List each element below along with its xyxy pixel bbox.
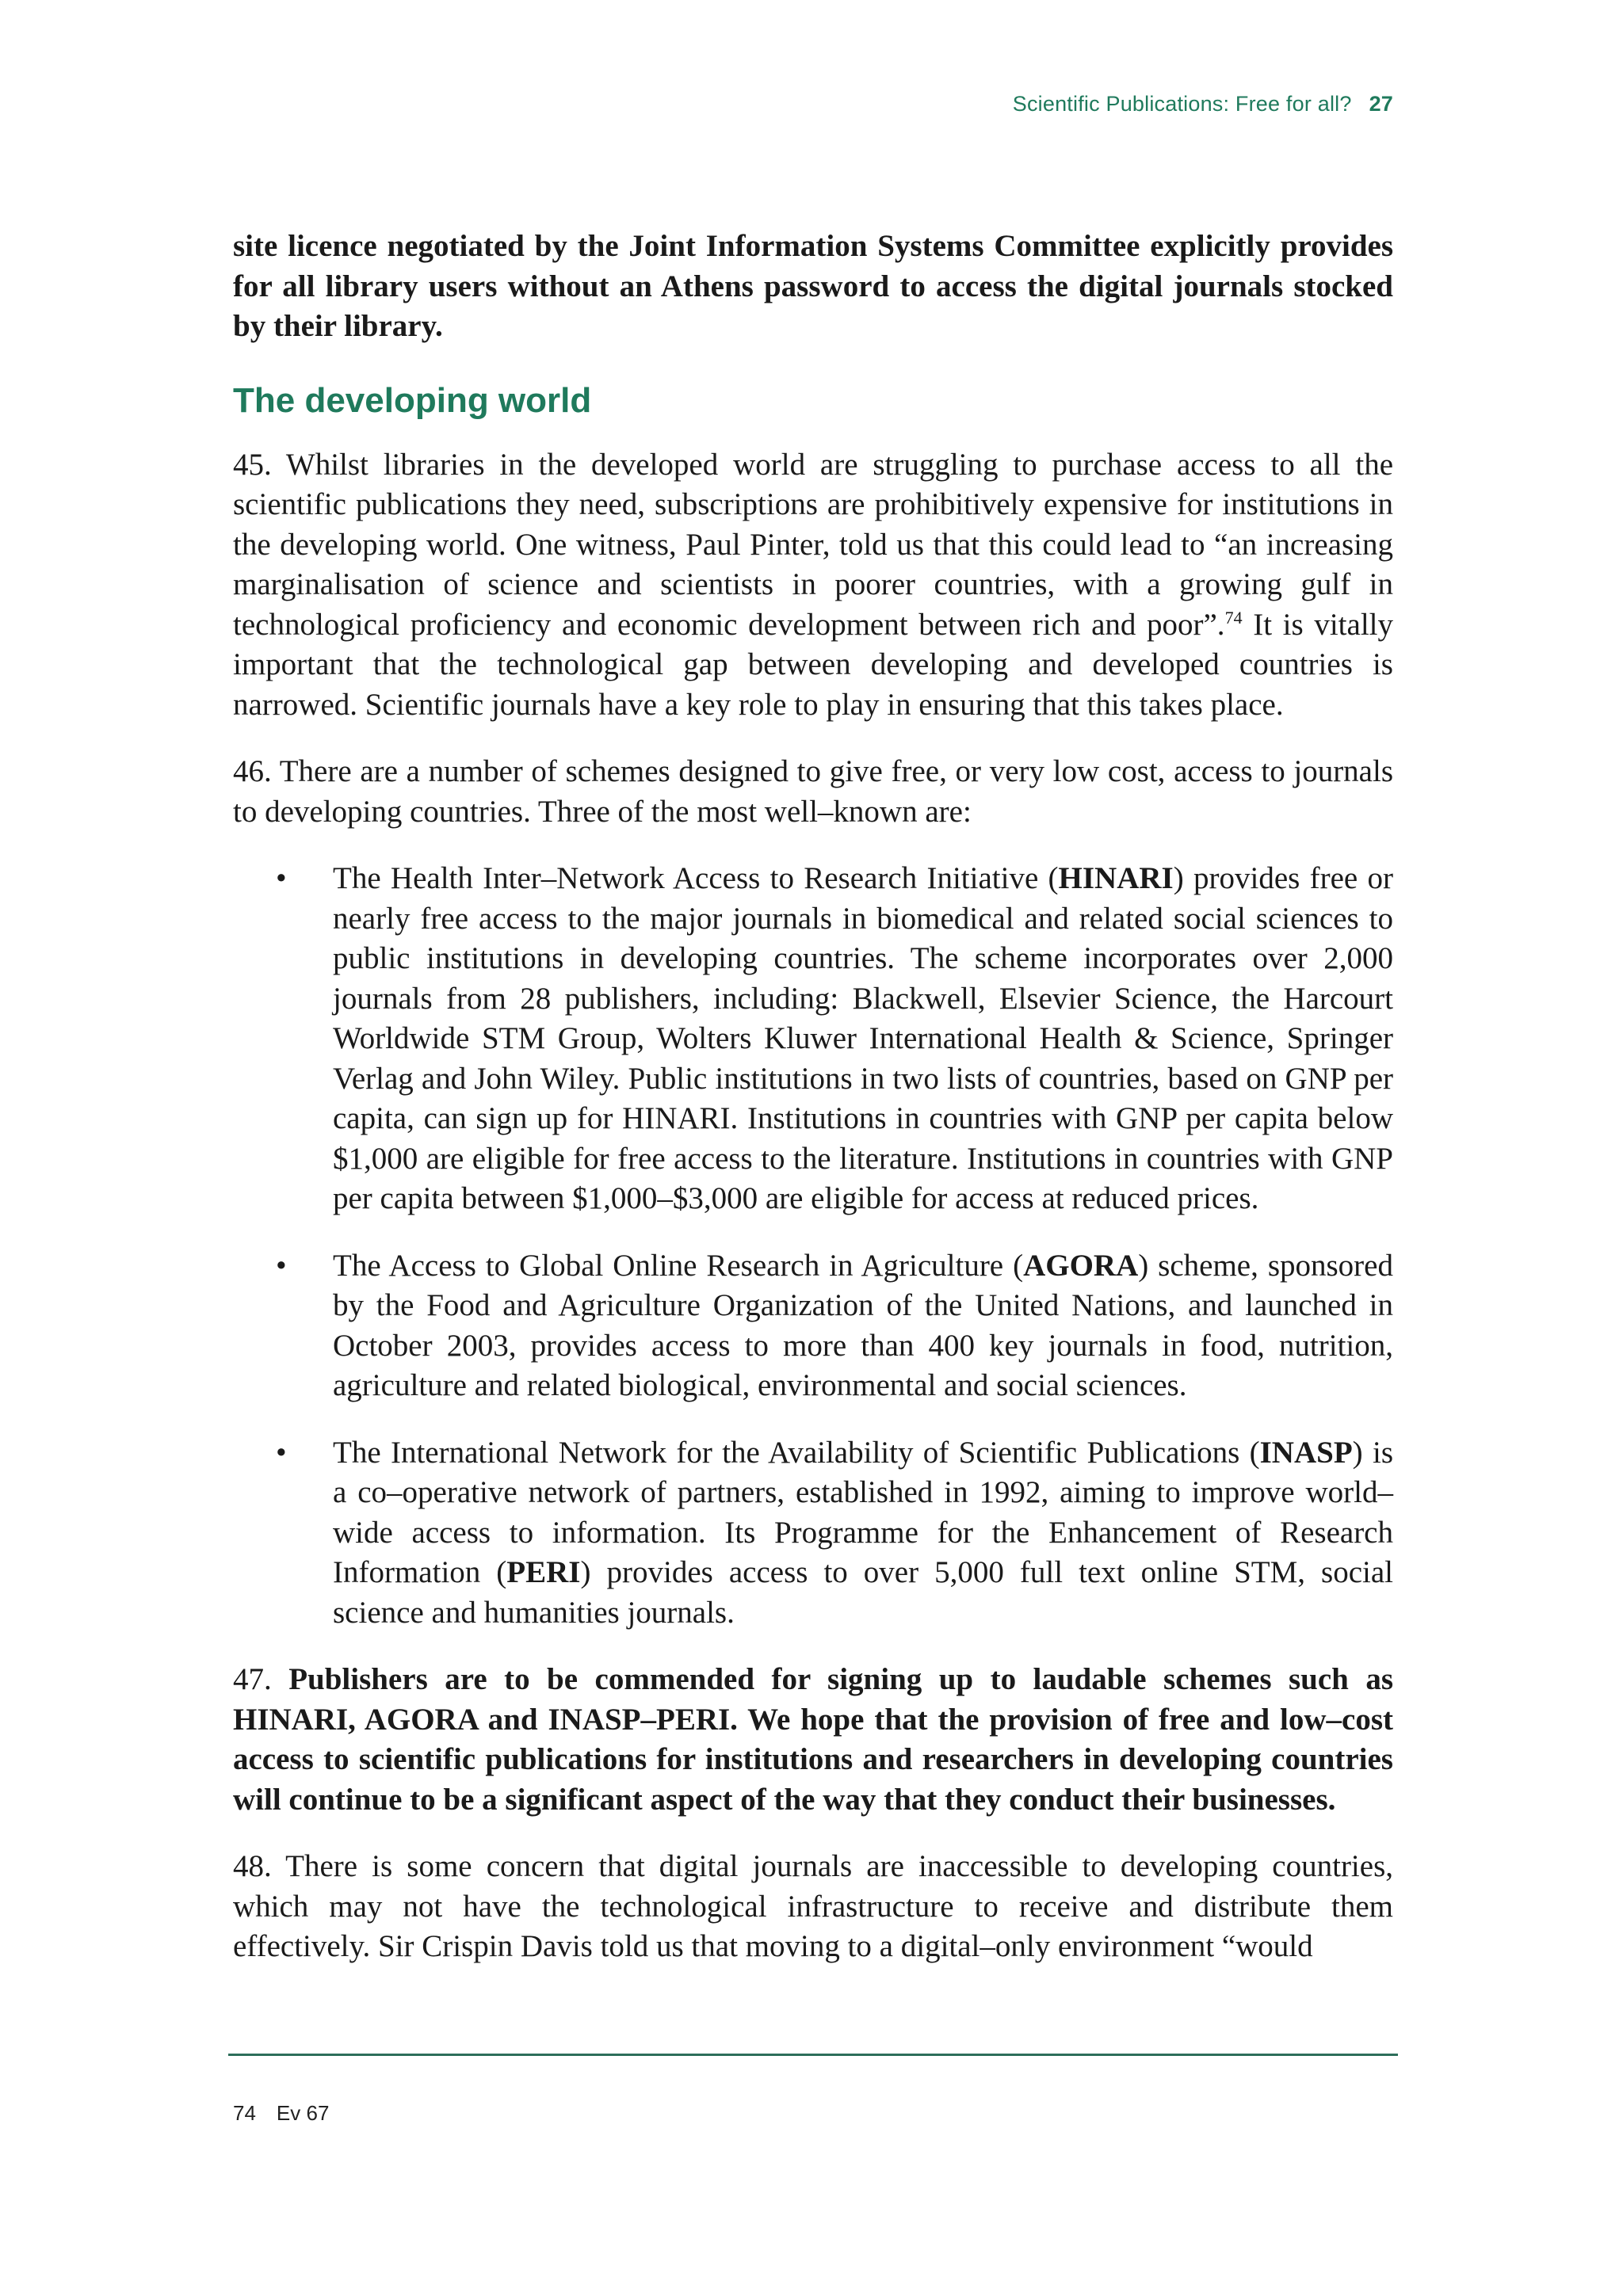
item-text: The Access to Global Online Research in Agriculture ( xyxy=(333,1248,1024,1283)
hinari-text xyxy=(333,859,1393,1219)
item-text: ) provides access to over 5,000 full text online STM, social science and humanities journals. xyxy=(333,1555,1394,1630)
acronym-peri: PERI xyxy=(506,1555,581,1589)
bullet-icon: • xyxy=(276,1248,287,1283)
item-text: The International Network for the Availability of Scientific Publications ( xyxy=(333,1435,1260,1470)
paragraph-text: Whilst libraries in the developed world are struggling to purchase access to all the scientific publications they need, subscriptions are prohibitively expensive for institutions in the developing world. One witness, Paul Pinter, told us that this could lead to “an increasing marginalisation of science and scientists in poorer countries, with a growing gulf in technological proficiency and economic development between rich and poor”. xyxy=(233,447,1393,642)
list-item-hinari xyxy=(233,859,1393,1219)
paragraph-47 xyxy=(233,1660,1393,1820)
paragraph-48 xyxy=(233,1847,1393,1967)
bullet-icon: • xyxy=(276,861,287,895)
paragraph-text: There are a number of schemes designed to give free, or very low cost, access to journals to developing countries. Three of the most well–known are: xyxy=(233,754,1394,829)
paragraph-46 xyxy=(233,752,1393,832)
item-text: The Health Inter–Network Access to Research Initiative ( xyxy=(333,861,1059,895)
footnote xyxy=(233,2101,329,2126)
footnote-text: Ev 67 xyxy=(276,2101,330,2125)
footnote-divider xyxy=(228,2054,1398,2056)
paragraph-45 xyxy=(233,445,1393,726)
bullet-icon: • xyxy=(276,1435,287,1470)
acronym-agora: AGORA xyxy=(1023,1248,1139,1283)
section-heading: The developing world xyxy=(233,380,592,420)
list-item-agora xyxy=(233,1246,1393,1406)
paragraph-text: There is some concern that digital journals are inaccessible to developing countries, which may not have the technological infrastructure to receive and distribute them effectively. Sir Crispin Davis told us that moving to a digital–only environment “would xyxy=(233,1849,1393,1963)
scheme-list xyxy=(233,859,1393,1633)
acronym-hinari: HINARI xyxy=(1058,861,1174,895)
carryover-paragraph: site licence negotiated by the Joint Information Systems Committee explicitly provides for all library users without an Athens password to access the digital journals stocked by their library. xyxy=(233,229,1393,343)
agora-text xyxy=(333,1246,1393,1406)
running-title: Scientific Publications: Free for all? xyxy=(1012,92,1352,116)
running-header xyxy=(1013,92,1393,116)
paragraph-number: 48. xyxy=(233,1849,272,1883)
list-item-inasp xyxy=(233,1433,1393,1634)
paragraph-text-bold: Publishers are to be commended for signing up to laudable schemes such as HINARI, AGORA and INASP–PERI. We hope that the provision of free and low–cost access to scientific publications for institutions and researchers in developing countries will continue to be a significant aspect of the way that they conduct their businesses. xyxy=(233,1662,1393,1817)
paragraph-text: It is vitally important that the technological gap between developing and developed countries is narrowed. Scientific journals have a key role to play in ensuring that this takes place. xyxy=(233,607,1393,722)
paragraph-number: 45. xyxy=(233,447,272,482)
acronym-inasp: INASP xyxy=(1259,1435,1353,1470)
page-number: 27 xyxy=(1369,92,1393,116)
item-text: ) is a co–operative network of partners, established in 1992, aiming to improve world–wide access to information. Its Programme for the Enhancement of Research Information ( xyxy=(333,1435,1394,1589)
paragraph-number: 47. xyxy=(233,1662,272,1696)
body-column xyxy=(233,227,1393,1994)
footnote-ref[interactable]: 74 xyxy=(1224,607,1243,627)
paragraph-number: 46. xyxy=(233,754,272,788)
item-text: ) provides free or nearly free access to the major journals in biomedical and related social sciences to public institutions in developing countries. The scheme incorporates over 2,000 journals from 28 publishers, including: Blackwell, Elsevier Science, the Harcourt Worldwide STM Group, Wolters Kluwer International Health & Science, Springer Verlag and John Wiley. Public institutions in two lists of countries, based on GNP per capita, can sign up for HINARI. Institutions in countries with GNP per capita below $1,000 are eligible for free access to the literature. Institutions in countries with GNP per capita between $1,000–$3,000 are eligible for access at reduced prices. xyxy=(333,861,1393,1215)
item-text: ) scheme, sponsored by the Food and Agriculture Organization of the United Nations, and launched in October 2003, provides access to more than 400 key journals in food, nutrition, agriculture and related biological, environmental and social sciences. xyxy=(333,1248,1393,1402)
footnote-number: 74 xyxy=(233,2101,256,2125)
inasp-text xyxy=(333,1433,1393,1634)
